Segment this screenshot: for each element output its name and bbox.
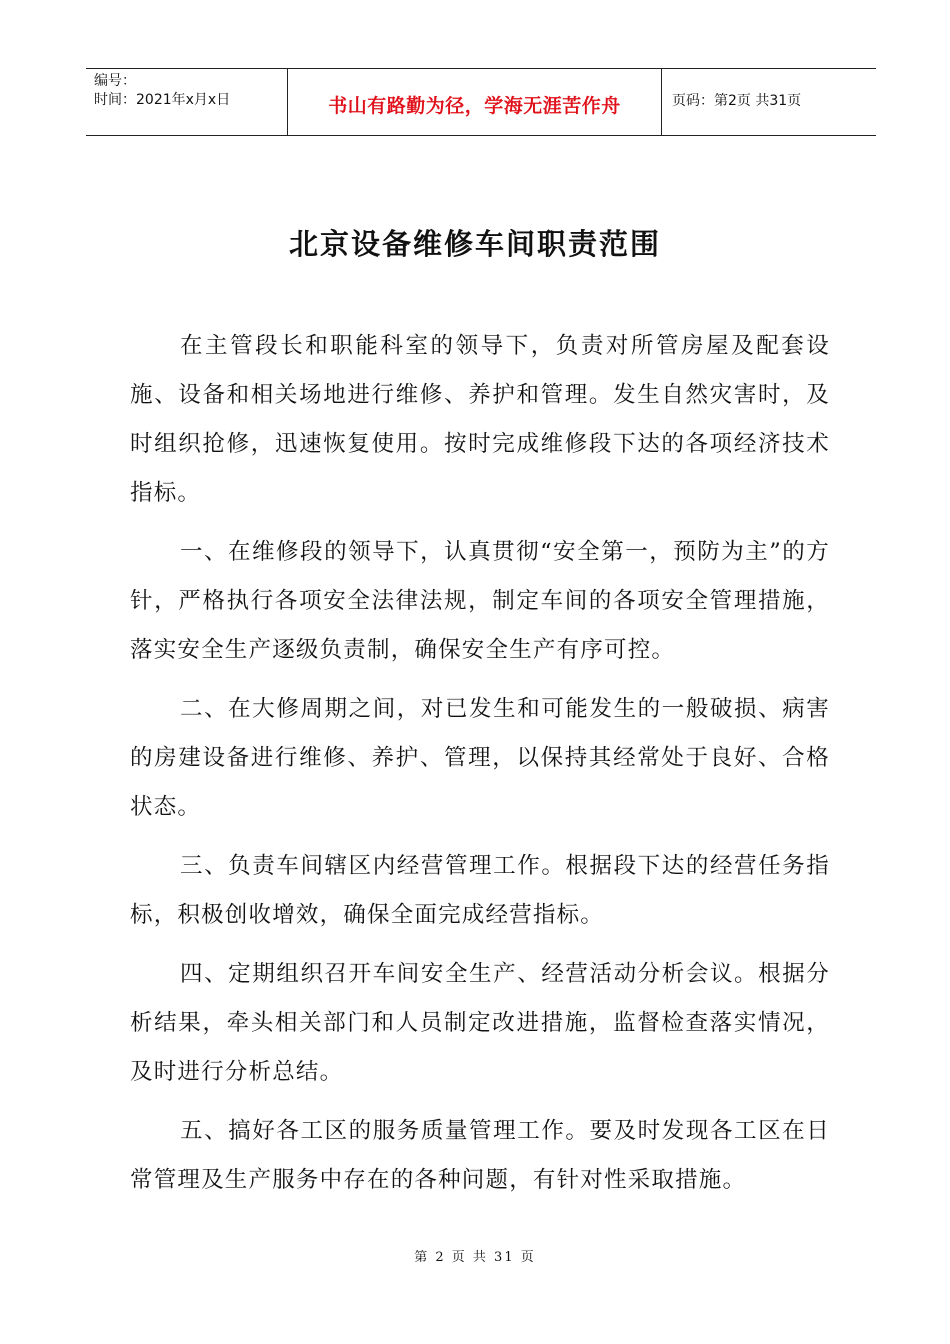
paragraph-5: 五、搞好各工区的服务质量管理工作。要及时发现各工区在日常管理及生产服务中存在的各种问题，有针对性采取措施。 xyxy=(130,1118,830,1193)
header-meta-cell xyxy=(86,69,288,135)
paragraph-3: 三、负责车间辖区内经营管理工作。根据段下达的经营任务指标，积极创收增效，确保全面完成经营指标。 xyxy=(130,853,830,928)
page-footer: 第 2 页 共 31 页 xyxy=(414,1250,536,1265)
header-page-cell xyxy=(662,69,876,135)
time-label: 时间：2021年x月x日 xyxy=(94,92,231,108)
header-motto-cell xyxy=(288,69,662,135)
document-title: 北京设备维修车间职责范围 xyxy=(288,227,661,261)
motto-text: 书山有路勤为径，学海无涯苦作舟 xyxy=(328,94,621,117)
document-body xyxy=(130,322,830,1205)
paragraph-1: 一、在维修段的领导下，认真贯彻“安全第一，预防为主”的方针，严格执行各项安全法律法规，制定车间的各项安全管理措施，落实安全生产逐级负责制，确保安全生产有序可控。 xyxy=(130,539,830,663)
paragraph-2: 二、在大修周期之间，对已发生和可能发生的一般破损、病害的房建设备进行维修、养护、管理，以保持其经常处于良好、合格状态。 xyxy=(130,696,830,820)
paragraph-intro: 在主管段长和职能科室的领导下，负责对所管房屋及配套设施、设备和相关场地进行维修、养护和管理。发生自然灾害时，及时组织抢修，迅速恢复使用。按时完成维修段下达的各项经济技术指标。 xyxy=(130,333,830,506)
paragraph-4: 四、定期组织召开车间安全生产、经营活动分析会议。根据分析结果，牵头相关部门和人员制定改进措施，监督检查落实情况，及时进行分析总结。 xyxy=(130,961,830,1085)
number-label: 编号： xyxy=(94,73,136,89)
header-table xyxy=(86,68,876,136)
page-info: 页码：第2页 共31页 xyxy=(672,93,802,109)
